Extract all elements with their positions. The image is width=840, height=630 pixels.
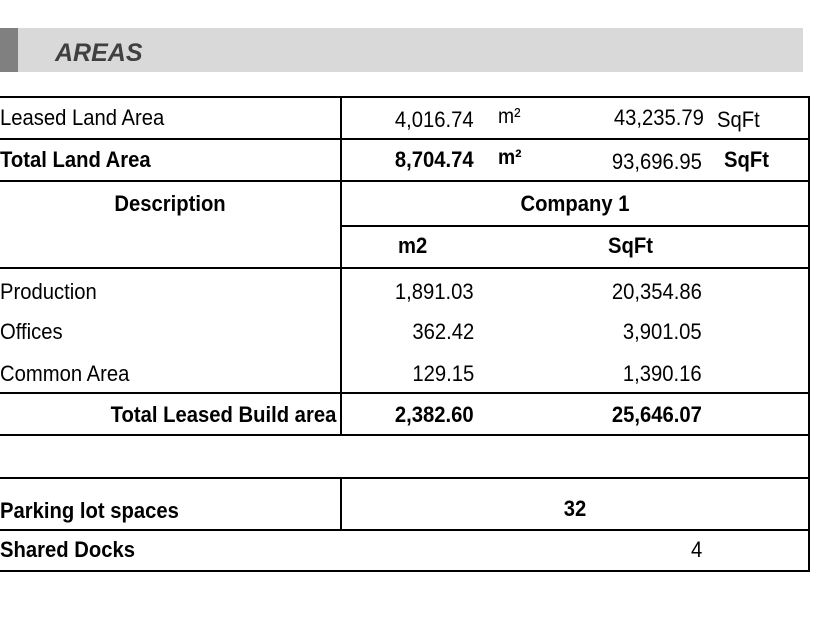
areas-table — [0, 96, 810, 572]
section-title: AREAS — [55, 39, 143, 67]
section-header — [0, 28, 803, 72]
shared-docks-value: 4 — [690, 537, 702, 562]
leased-land-label: Leased Land Area — [0, 105, 165, 130]
total-leased-build-m2: 2,382.60 — [395, 402, 474, 427]
parking-value: 32 — [563, 496, 587, 521]
total-leased-build-label: Total Leased Build area — [110, 402, 336, 427]
shared-docks-label: Shared Docks — [0, 537, 135, 562]
total-land-label: Total Land Area — [0, 147, 151, 172]
total-land-sqft-unit: SqFt — [724, 147, 769, 172]
section-header-tab — [0, 28, 18, 72]
offices-sqft: 3,901.05 — [623, 319, 702, 344]
row-divider — [0, 477, 808, 479]
production-label: Production — [0, 279, 97, 304]
row-divider — [0, 267, 808, 269]
total-land-sqft: 93,696.95 — [611, 149, 702, 174]
m2-column-header: m2 — [398, 233, 428, 258]
sqft-column-header: SqFt — [608, 233, 653, 258]
production-m2: 1,891.03 — [395, 279, 474, 304]
production-sqft: 20,354.86 — [611, 279, 702, 304]
parking-label: Parking lot spaces — [0, 498, 179, 523]
common-area-m2: 129.15 — [412, 361, 474, 386]
total-land-m2-unit: m² — [498, 146, 522, 169]
column-divider — [340, 98, 342, 434]
total-leased-build-sqft: 25,646.07 — [611, 402, 702, 427]
column-divider — [340, 477, 342, 529]
common-area-sqft: 1,390.16 — [623, 361, 702, 386]
leased-land-sqft-unit: SqFt — [717, 107, 760, 132]
description-header: Description — [114, 191, 226, 216]
offices-label: Offices — [0, 319, 63, 344]
total-land-m2: 8,704.74 — [395, 147, 474, 172]
offices-m2: 362.42 — [412, 319, 474, 344]
leased-land-m2: 4,016.74 — [395, 107, 474, 132]
company-header: Company 1 — [520, 191, 630, 216]
common-area-label: Common Area — [0, 361, 130, 386]
leased-land-m2-unit: m² — [498, 105, 521, 128]
leased-land-sqft: 43,235.79 — [613, 105, 704, 130]
